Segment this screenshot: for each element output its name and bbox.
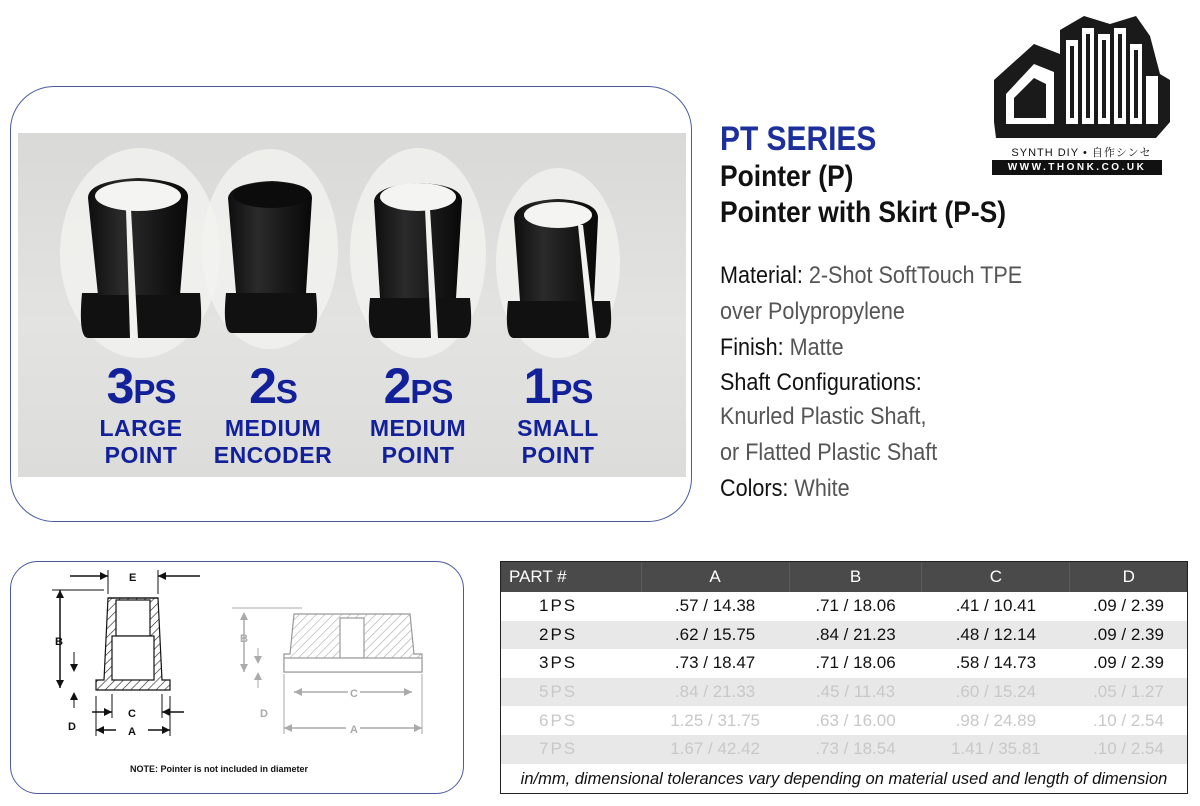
subtitle-pointer-skirt: Pointer with Skirt (P-S)	[720, 196, 1007, 229]
spec-shaft-knurled: Knurled Plastic Shaft,	[720, 403, 927, 430]
knob-label-2ps: 2PS MEDIUM POINT	[369, 358, 467, 468]
cross-section-light	[284, 614, 422, 672]
table-row: 5PS .84 / 21.33 .45 / 11.43 .60 / 15.24 .05 / 1.27	[501, 678, 1187, 707]
knob-2s	[225, 181, 317, 333]
knob-label-1ps: 1PS SMALL POINT	[517, 358, 599, 468]
table-row: 3PS .73 / 18.47 .71 / 18.06 .58 / 14.73 .09 / 2.39	[539, 653, 1164, 673]
spec-shaft-flatted: or Flatted Plastic Shaft	[720, 439, 938, 466]
col-header-c: C	[922, 562, 1070, 592]
dim-d-label-light: D	[260, 708, 268, 720]
table-row: 6PS 1.25 / 31.75 .63 / 16.00 .98 / 24.89 .10 / 2.54	[539, 710, 1164, 730]
table-row: 7PS 1.67 / 42.42 .73 / 18.54 1.41 / 35.81 .10 / 2.54	[501, 735, 1187, 764]
knob-2ps	[369, 183, 471, 338]
table-header-row	[501, 562, 1187, 592]
col-header-part: PART #	[501, 562, 641, 592]
logo-website: WWW.THONK.CO.UK	[992, 160, 1162, 175]
knob-1ps	[507, 199, 611, 338]
cross-section-dark	[96, 598, 170, 690]
spec-finish: Finish: Matte	[720, 334, 844, 361]
spec-shaft-label: Shaft Configurations:	[720, 369, 922, 396]
logo-tagline: SYNTH DIY • 自作シンセ	[1011, 147, 1152, 159]
dim-a-label-light: A	[350, 724, 358, 736]
dim-e-label: E	[129, 572, 137, 584]
col-header-d: D	[1070, 562, 1187, 592]
product-photo	[18, 133, 686, 477]
dim-c-label-light: C	[350, 688, 358, 700]
table-row: 1PS .57 / 14.38 .71 / 18.06 .41 / 10.41 .09 / 2.39	[539, 596, 1164, 616]
series-title: PT SERIES	[720, 120, 877, 158]
dimensions-table	[500, 561, 1188, 794]
table-footnote: in/mm, dimensional tolerances vary depending on material used and length of dimension	[520, 770, 1168, 788]
knob-label-3ps: 3PS LARGE POINT	[99, 358, 183, 468]
dim-b-label: B	[55, 636, 63, 648]
spec-material: Material: 2-Shot SoftTouch TPE	[720, 262, 1023, 289]
spec-material-cont: over Polypropylene	[720, 298, 905, 325]
subtitle-pointer: Pointer (P)	[720, 160, 854, 193]
knob-label-2s: 2S MEDIUM ENCODER	[213, 358, 333, 468]
dim-b-label-light: B	[240, 633, 248, 645]
dim-c-label: C	[128, 708, 136, 720]
table-row: 2PS .62 / 15.75 .84 / 21.23 .48 / 12.14 .09 / 2.39	[501, 621, 1187, 650]
dim-a-label: A	[128, 726, 136, 738]
diagram-note: NOTE: Pointer is not included in diameter	[130, 764, 309, 774]
col-header-b: B	[789, 562, 922, 592]
col-header-a: A	[641, 562, 789, 592]
dim-d-label: D	[68, 721, 76, 733]
dimension-diagram	[12, 562, 462, 762]
spec-colors: Colors: White	[720, 475, 850, 502]
